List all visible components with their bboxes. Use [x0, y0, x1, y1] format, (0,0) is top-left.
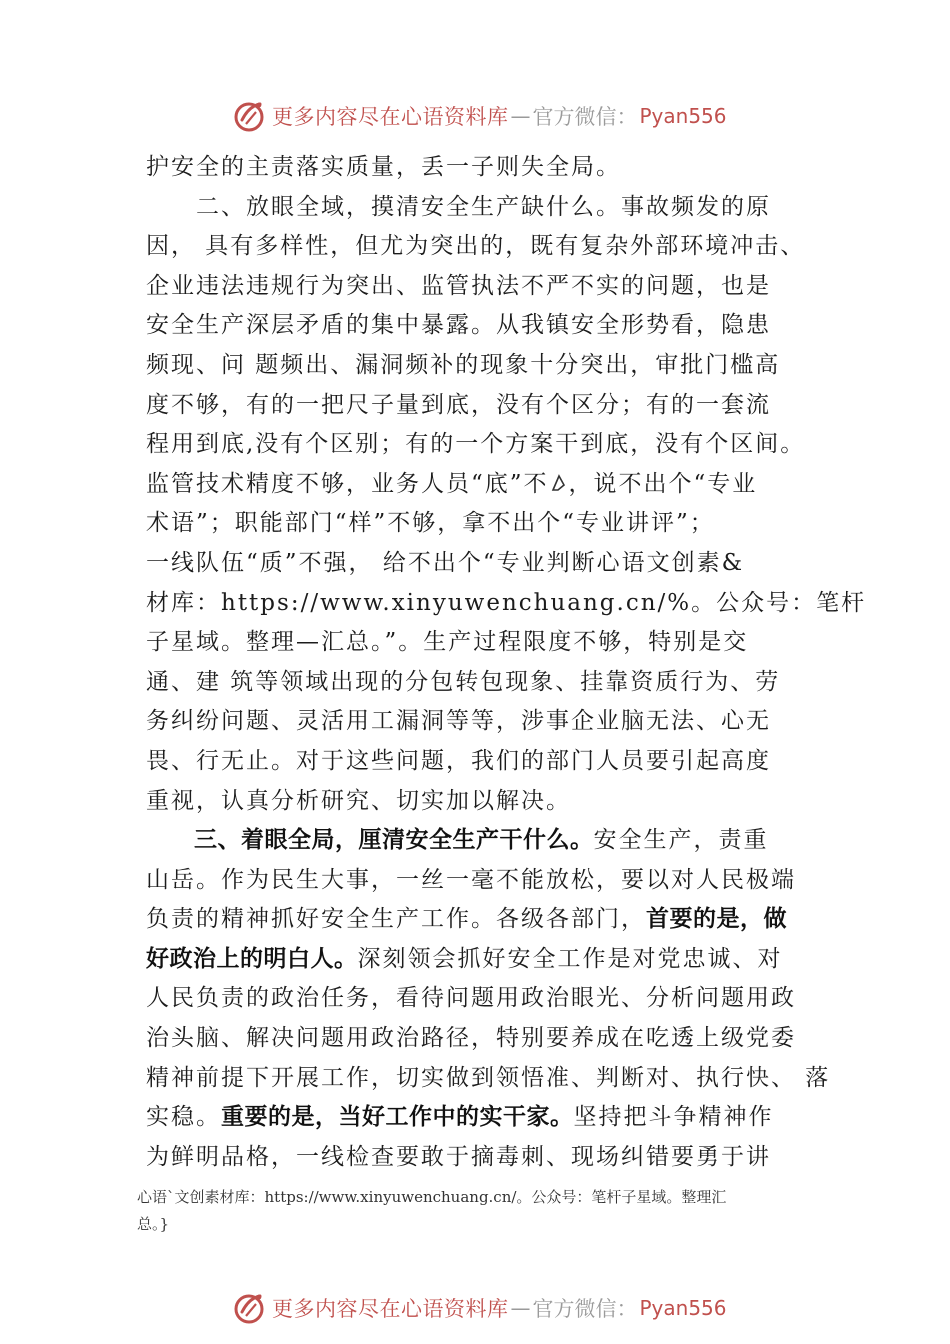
- text-line: [146, 940, 826, 980]
- footnote-line: 心语`文创素材库：https://www.xinyuwenchuang.cn/。公众号：笔杆子星域。整理汇: [137, 1188, 727, 1206]
- bold-phrase: 重要的是，当好工作中的实干家。: [221, 1104, 574, 1131]
- text-line: 为鲜明品格，一线检查要敢于摘毒刺、现场纠错要勇于讲: [146, 1143, 771, 1170]
- banner-wechat-id: Pyan556: [639, 1296, 727, 1320]
- text-line: 一线队伍“质”不强， 给不出个“专业判断心语文创素&: [146, 549, 745, 576]
- brand-logo-icon: [232, 1290, 268, 1326]
- text-segment: 监管技术精度不够，业务人员“底”不: [146, 470, 549, 497]
- footnote-line: 总。}: [137, 1215, 170, 1233]
- banner-wechat-label: 官方微信：: [532, 1297, 638, 1321]
- text-line: 山岳。作为民生大事，一丝一毫不能放松，要以对人民极端: [146, 866, 796, 893]
- text-segment: 安全生产，责重: [593, 827, 769, 854]
- text-line: 子星域。整理—汇总。”。生产过程限度不够，特别是交: [146, 629, 749, 656]
- text-line: [146, 900, 826, 940]
- header-banner: [232, 96, 732, 136]
- banner-separator: —: [510, 104, 531, 128]
- broken-glyph-icon: [549, 472, 569, 494]
- text-line: 材库：https://www.xinyuwenchuang.cn/%。公众号：笔杆: [146, 589, 867, 616]
- text-line: 通、建 筑等领域出现的分包转包现象、挂靠资质行为、劳: [146, 668, 781, 695]
- text-line: 度不够，有的一把尺子量到底，没有个区分；有的一套流: [146, 391, 771, 418]
- footer-banner: [232, 1288, 732, 1328]
- banner-title: 更多内容尽在心语资料库: [272, 1297, 509, 1321]
- text-line: 护安全的主责落实质量，丢一子则失全局。: [146, 154, 621, 180]
- banner-wechat-label: 官方微信：: [532, 105, 638, 129]
- text-line: 畏、行无止。对于这些问题，我们的部门人员要引起高度: [146, 747, 771, 774]
- document-body: [146, 148, 867, 1177]
- banner-wechat-id: Pyan556: [639, 104, 727, 128]
- bold-phrase: 首要的是，做: [646, 906, 787, 933]
- section-heading: 三、着眼全局，厘清安全生产干什么。: [194, 827, 594, 854]
- text-segment: 实稳。: [146, 1104, 221, 1131]
- text-line: 人民负责的政治任务，看待问题用政治眼光、分析问题用政: [146, 985, 796, 1012]
- section-heading-line: [146, 821, 826, 861]
- text-line: 安全生产深层矛盾的集中暴露。从我镇安全形势看，隐患: [146, 312, 771, 339]
- banner-title: 更多内容尽在心语资料库: [272, 105, 509, 129]
- text-line: 术语”；职能部门“样”不够，拿不出个“专业讲评”；: [146, 510, 715, 537]
- text-line: 治头脑、解决问题用政治路径，特别要养成在吃透上级党委: [146, 1025, 796, 1052]
- brand-logo-icon: [232, 98, 268, 134]
- text-line: 二、放眼全域，摸清安全生产缺什么。事故频发的原: [146, 193, 771, 220]
- banner-separator: —: [510, 1296, 531, 1320]
- footnote: [137, 1184, 817, 1238]
- text-line: 精神前提下开展工作，切实做到领悟准、判断对、执行快、 落: [146, 1064, 831, 1091]
- text-line: 务纠纷问题、灵活用工漏洞等等，涉事企业脑无法、心无: [146, 708, 771, 735]
- text-line: 频现、问 题频出、漏洞频补的现象十分突出，审批门槛高: [146, 351, 781, 378]
- text-line: [146, 1098, 826, 1138]
- text-line: 因， 具有多样性，但尤为突出的，既有复杂外部环境冲击、: [146, 233, 806, 260]
- text-segment: 负责的精神抓好安全生产工作。各级各部门，: [146, 906, 646, 933]
- text-line: 程用到底,没有个区别；有的一个方案干到底，没有个区间。: [146, 431, 806, 458]
- text-segment: 深刻领会抓好安全工作是对党忠诚、对: [357, 945, 783, 972]
- bold-phrase: 好政治上的明白人。: [146, 945, 358, 972]
- text-segment: ，说不出个“专业: [568, 470, 758, 497]
- text-line: 企业违法违规行为突出、监管执法不严不实的问题，也是: [146, 272, 771, 299]
- text-line: [146, 465, 826, 505]
- text-segment: 坚持把斗争精神作: [573, 1104, 774, 1131]
- text-line: 重视，认真分析研究、切实加以解决。: [146, 787, 571, 814]
